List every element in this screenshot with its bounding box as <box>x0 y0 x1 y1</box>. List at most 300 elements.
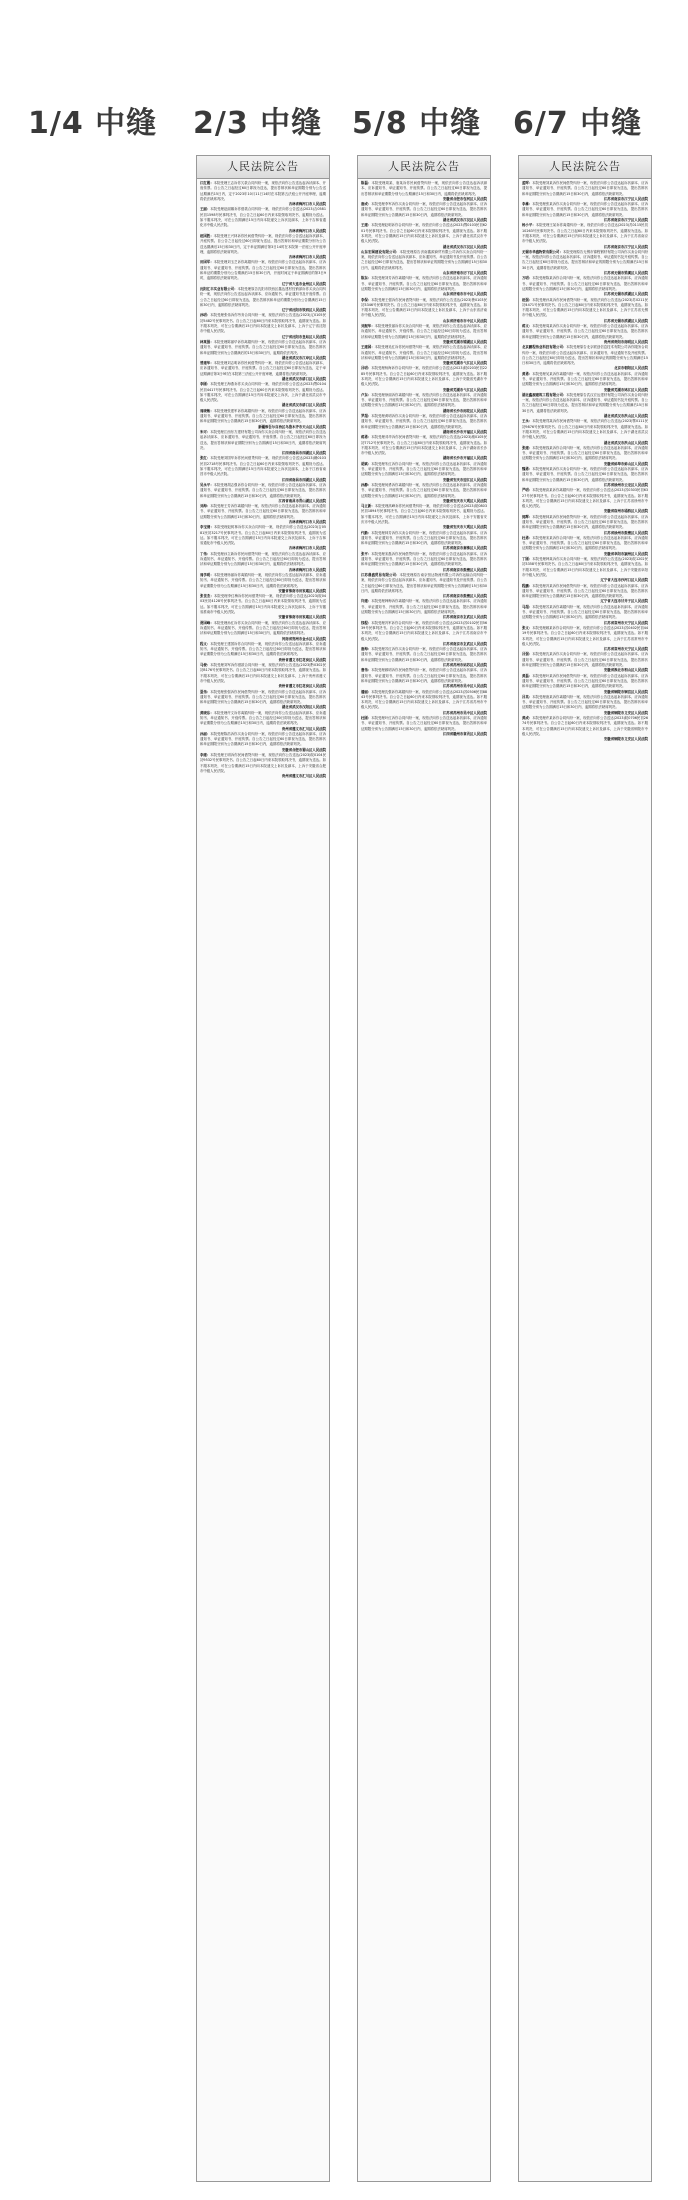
notice-party-name: 卢东 <box>361 392 368 397</box>
notice-court-name: 江苏省徐州市云龙区人民法院 <box>603 482 648 487</box>
notice-separator: ： <box>210 572 214 577</box>
notice-party-name: 郭辉 <box>522 514 529 519</box>
notice-court-name: 湖北省武汉市江岸区人民法院 <box>281 355 326 360</box>
notice-item <box>200 732 326 748</box>
notice-court-name: 湖南省长沙市开福区人民法院 <box>442 429 487 434</box>
notice-party-name: 张红 <box>200 456 207 461</box>
notice-text: 本院受理原告武汉宏达建材有限公司诉你买卖合同纠纷一案，现依法向你公告送达起诉状副本、应诉通知书、举证通知书及开庭传票。自公告之日起经过60日即视为送达，提出答辩状和举证的期限分别为公告期满后15日和30日内，逾期将依法缺席判决。 <box>522 392 649 413</box>
notice-separator: ： <box>367 297 372 302</box>
notice-item <box>522 515 648 531</box>
notice-party-name: 吕英 <box>522 694 529 699</box>
notice-item <box>361 599 487 615</box>
notice-court-name: 安徽省芜湖市弋江区人民法院 <box>442 387 487 392</box>
notice-court-name: 江苏省苏州市姑苏区人民法院 <box>442 663 487 668</box>
notice-column-body <box>197 179 329 2181</box>
notice-text: 本院受理刘某诉你民间借贷纠纷一案，现依法向你公告送达起诉状副本、应诉通知书、举证通知书、开庭传票。自公告之日起经过60日即视为送达，提出答辩状和举证期限分别为公告期满后15日和30日内，逾期将依法缺席判决。 <box>522 181 648 196</box>
notice-court-name: 江西省南昌市青山湖区人民法院 <box>278 498 326 503</box>
notice-item <box>522 695 648 711</box>
notice-court-name: 吉林省梅河口市人民法院 <box>288 567 326 572</box>
notice-court-name: 吉林省梅河口市人民法院 <box>288 520 326 524</box>
notice-item <box>522 716 648 737</box>
notice-court-name: 安徽省铜陵市义安区人民法院 <box>603 710 648 715</box>
column-title: 人民法院公告 <box>197 156 329 179</box>
notice-item <box>200 382 326 403</box>
notice-court-name: 江苏省无锡市滨湖区人民法院 <box>603 292 648 297</box>
notice-text: 本院受理唐某诉你离婚纠纷一案，现依法向你公告送达起诉状副本、应诉通知书、举证通知书、开庭传票。自公告之日起经过60日即视为送达，提出答辩状和举证期限分别为公告期满后15日和30日内，逾期将依法缺席判决。 <box>522 694 648 710</box>
notice-text: 本院受理徐丽诉你离婚纠纷一案，现依法向你公告送达起诉状副本、应诉通知书、举证通知书、开庭传票。自公告之日起经过60日即视为送达，提出答辩状和举证期限分别为公告期满后15日和30日内，逾期将依法缺席判决。 <box>361 392 487 408</box>
notice-text: 本院受理邓华诉你民间借贷纠纷一案，现依法向你公告送达(2023)湘0105民初7712号民事判决书。自公告之日起60日内来本院领取判决书，逾期视为送达。如不服本判决，可在公告期满后15日内向本院递交上诉状及副本，上诉于湖南省长沙市中级人民法院。 <box>361 435 487 456</box>
notice-court-name: 山东省济南市市中区人民法院 <box>442 318 487 323</box>
notice-party-name: 唐成 <box>361 202 368 207</box>
notice-text: 本院受理沈某诉你买卖合同纠纷一案，现依法向你公告送达起诉状副本、应诉通知书、举证通知书、开庭传票。自公告之日起经过60日即视为送达，提出答辩状和举证期限分别为公告期满后15日和30日内，逾期将依法缺席判决。 <box>522 652 648 668</box>
notice-court-name: 江苏省常州市天宁区人民法院 <box>603 620 648 625</box>
notice-column-5-8 <box>357 155 491 2182</box>
notice-separator: ： <box>367 530 372 535</box>
notice-text: 本院受理郑某诉你民间借贷纠纷一案，现依法向你公告送达(2023)鄂0111民初9876号民事判决书。自公告之日起60日内来本院领取判决书，逾期视为送达。如不服本判决，可在公告期满后15日内向本院递交上诉状及副本，上诉于湖北省武汉市中级人民法院。 <box>522 419 648 440</box>
notice-court-name: 安徽省芜湖市弋江区人民法院 <box>442 361 487 366</box>
notice-text: 本院受理陈浩诉你买卖合同纠纷一案，现依法向你公告送达起诉状副本、应诉通知书、举证通知书、开庭传票。自公告之日起经过60日即视为送达，提出答辩状和举证期限分别为公告期满后15日和30日内，逾期将依法缺席判决。 <box>200 731 326 747</box>
notice-separator: ： <box>528 181 533 185</box>
header-label-2-3: 2/3 中缝 <box>193 106 323 141</box>
notice-item <box>522 536 648 552</box>
notice-separator: ： <box>528 673 533 678</box>
notice-court-name: 贵州省贵阳市南明区人民法院 <box>603 339 648 344</box>
notice-party-name: 江红霞 <box>200 181 211 185</box>
notice-separator: ： <box>210 482 214 487</box>
notice-party-name: 罗超 <box>361 414 368 419</box>
notice-text: 本院受理冯某诉你民间借贷纠纷一案，现依法向你公告送达起诉状副本、应诉通知书、举证通知书、开庭传票。自公告之日起经过60日即视为送达，提出答辩状和举证期限分别为公告期满后15日和30日内，逾期将依法缺席判决。 <box>522 583 648 599</box>
notice-separator: ： <box>528 202 533 207</box>
notice-separator: ： <box>367 551 372 556</box>
notice-party-name: 黄勇 <box>522 371 529 376</box>
notice-party-name: 马超 <box>522 604 529 609</box>
notice-separator: ： <box>532 223 536 228</box>
notice-text: 本院受理杨丽诉你离婚纠纷一案，现依法向你公告送达起诉状副本、应诉通知书、举证通知书、开庭传票。自公告之日起经过60日即视为送达，提出答辩状和举证期限分别为公告期满后15日和30日内，逾期将依法缺席判决。 <box>200 572 326 588</box>
notice-separator: ： <box>528 514 533 519</box>
notice-party-name: 曾建华 <box>200 361 211 366</box>
notice-text: 本院受理何某诉你买卖合同纠纷一案，现依法向你公告送达起诉状副本、应诉通知书、举证通知书、开庭传票。自公告之日起经过60日即视为送达，提出答辩状和举证期限分别为公告期满后15日和30日内，逾期将依法缺席判决。 <box>522 467 648 482</box>
notice-court-name: 辽宁省大连市甘井子区人民法院 <box>600 599 648 604</box>
notice-party-name: 王建 <box>361 223 368 228</box>
notice-separator: ： <box>367 482 372 487</box>
notice-item <box>522 372 648 388</box>
notice-text: 本院受理叶红诉你合同纠纷一案，现依法向你公告送达起诉状副本、应诉通知书、举证通知书、开庭传票。自公告之日起经过60日即视为送达，提出答辩状和举证期限分别为公告期满后15日和30日内，逾期将依法缺席判决。 <box>361 715 487 731</box>
notice-separator: ： <box>528 694 533 699</box>
notice-court-name: 安徽省淮南市田家庵区人民法院 <box>278 588 326 593</box>
notice-item <box>361 250 487 271</box>
notice-separator: ： <box>528 371 533 376</box>
notice-item <box>200 313 326 334</box>
notice-separator: ： <box>210 710 214 715</box>
notice-item <box>200 621 326 637</box>
notice-column-body <box>519 179 651 2181</box>
notice-text: 本院受理林某诉你民间借贷纠纷一案，现依法向你公告送达起诉状副本、应诉通知书、举证通知书、开庭传票。自公告之日起经过60日即视为送达，提出答辩状和举证期限分别为公告期满后15日和30日内，逾期将依法缺席判决。 <box>522 514 648 530</box>
notice-item <box>200 690 326 706</box>
notice-text: 本院受理刘志明诉你民间借贷纠纷一案，现依法向你公告送达起诉状副本、应诉通知书、举证通知书、开庭传票。自公告之日起经过60日即视为送达，定于举证期满后第3日9时在本院第三法庭公开开庭审理，逾期将依法缺席判决。 <box>200 361 326 376</box>
notice-court-name: 吉林省梅河口市人民法院 <box>288 546 326 551</box>
notice-party-name: 胡斌 <box>361 461 368 466</box>
notice-item <box>361 414 487 430</box>
notice-party-name: 沈阳汇丰实业有限公司 <box>200 286 235 291</box>
notice-court-name: 安徽省阜阳市颍州区人民法院 <box>603 551 648 556</box>
notice-court-name: 新疆维吾尔自治区乌鲁木齐市天山区人民法院 <box>258 424 326 429</box>
notice-text: 本院受理原告沈阳市铁西区鑫达建材经销部诉你买卖合同纠纷一案，现依法向你公告送达起诉状副本、应诉通知书、举证通知书及开庭传票。自公告之日起经过60日即视为送达，提出答辩状和举证的期限分别为公告期满后15日和30日内，逾期将依法缺席判决。 <box>200 286 327 307</box>
notice-court-name: 安徽省芜湖市镜湖区人民法院 <box>442 339 487 344</box>
notice-party-name: 赵强 <box>522 297 529 302</box>
notice-court-name: 湖北省武汉市江汉区人民法院 <box>442 218 487 223</box>
notice-text: 本院受理顾明诉你民间借贷纠纷一案，现依法向你公告送达起诉状副本、应诉通知书、举证通知书、开庭传票。自公告之日起经过60日即视为送达，提出答辩状和举证期限分别为公告期满后15日和30日内，逾期将依法缺席判决。 <box>361 668 487 683</box>
notice-separator: ： <box>206 641 211 646</box>
notice-separator: ： <box>559 249 563 254</box>
notice-text: 本院受理赵丽娜诉你借款合同纠纷一案，现依法向你公告送达(2023)吉0581民初1598号民事判决书，自公告之日起60日内来本院领取判决书，逾期视为送达。如不服本判决，可在公告期满后15日内向本院递交上诉状及副本，上诉于吉林省通化市中级人民法院。 <box>200 207 326 228</box>
notice-court-name: 江西省南昌市西湖区人民法院 <box>281 477 326 482</box>
notice-text: 本院受理李军诉你买卖合同纠纷一案，现依法向你公告送达起诉状副本、应诉通知书、举证通知书、开庭传票。自公告之日起经过60日即视为送达，提出答辩状和举证期限分别为公告期满后15日和30日内，逾期将依法缺席判决。 <box>361 202 487 217</box>
notice-separator: ： <box>396 572 400 577</box>
notice-party-name: 周晓敏 <box>200 408 211 413</box>
notice-text: 本院受理黄明诉你买卖合同纠纷一案，现依法向你公告送达起诉状副本、应诉通知书、举证通知书、开庭传票。自公告之日起经过60日即视为送达，提出答辩状和举证期限分别为公告期满后15日和30日内，逾期将依法缺席判决。 <box>361 414 487 429</box>
notice-text: 本院受理张建军诉你离婚纠纷一案，现依法向你公告送达起诉状副本、应诉通知书、举证通知书、开庭传票。自公告之日起经过60日即视为送达，提出答辩状和举证期限分别为公告期满后15日和30日内，逾期将依法缺席判决。 <box>200 408 326 424</box>
notice-separator: ： <box>371 345 375 350</box>
notice-item <box>200 711 326 727</box>
notice-separator: ： <box>528 297 533 302</box>
notice-court-name: 湖南省长沙市雨花区人民法院 <box>442 408 487 413</box>
notice-item <box>522 324 648 340</box>
notice-text: 本院受理高峰诉你民间借贷纠纷一案，现依法向你公告送达(2023)皖0803民初1894号民事判决书。自公告之日起60日内来本院领取判决书，逾期视为送达。如不服本判决，可在公告期满后15日内向本院递交上诉状及副本，上诉于安徽省安庆市中级人民法院。 <box>361 504 487 524</box>
notice-court-name: 江苏省南京市玄武区人民法院 <box>442 641 487 646</box>
notice-item <box>200 340 326 356</box>
notice-item <box>522 467 648 483</box>
notice-text: 本院受理宋某诉你合同纠纷一案，现依法向你公告送达起诉状副本、应诉通知书、举证通知书、开庭传票。自公告之日起经过60日即视为送达，提出答辩状和举证期限分别为公告期满后15日和30日内，逾期将依法缺席判决。 <box>522 535 648 551</box>
notice-item <box>361 202 487 218</box>
notice-text: 本院受理刘军诉你借款合同纠纷一案，现依法向你公告送达(2023)黔0302民初8176号民事判决书。自公告之日起60日内来本院领取判决书，逾期视为送达。如不服本判决，可在公告期满后15日内向本院递交上诉状及副本，上诉于贵州省遵义市中级人民法院。 <box>200 663 326 683</box>
notice-separator: ： <box>206 731 211 736</box>
notice-court-name: 安徽省芜湖市鸠江区人民法院 <box>603 387 648 392</box>
notice-text: 本院受理冯军诉你合同纠纷一案，现依法向你公告送达(2023)苏0102民初5639号民事判决书。自公告之日起60日内来本院领取判决书，逾期视为送达。如不服本判决，可在公告期满后15日内向本院递交上诉状及副本，上诉于江苏省南京市中级人民法院。 <box>361 620 488 641</box>
notice-party-name: 江苏鼎盛贸易有限公司 <box>361 572 397 577</box>
notice-separator: ： <box>368 181 372 185</box>
notice-item <box>361 716 487 732</box>
notice-item <box>522 250 648 271</box>
notice-text: 本院受理刘国华诉你民间借贷纠纷一案，现依法向你公告送达(2023)赣0103民初2718号民事判决书。自公告之日起60日内来本院领取判决书，逾期视为送达。如不服本判决，可在公告期满后15日内向本院递交上诉状及副本，上诉于江西省南昌市中级人民法院。 <box>200 456 326 477</box>
notice-separator: ： <box>528 535 533 540</box>
notice-text: 本院受理苏某诉你离婚纠纷一案，现依法向你公告送达起诉状副本、应诉通知书、举证通知书、开庭传票。自公告之日起经过60日即视为送达，提出答辩状和举证期限分别为公告期满后15日和30日内，逾期将依法缺席判决。 <box>522 604 648 620</box>
notice-party-name: 代勤 <box>361 530 368 535</box>
notice-party-name: 陈磊 <box>361 181 369 185</box>
notice-text: 本院受理李红梅诉你民间借贷纠纷一案，现依法向你公告送达(2023)皖0403民初4128号民事判决书。自公告之日起60日内来本院领取判决书，逾期视为送达。如不服本判决，可在公告期满后15日内向本院递交上诉状及副本，上诉于安徽省淮南市中级人民法院。 <box>200 594 327 615</box>
notice-separator: ： <box>210 181 214 185</box>
notice-separator: ： <box>528 419 533 424</box>
column-title: 人民法院公告 <box>358 156 490 179</box>
notice-text: 本院受理江西东方建材有限公司诉你买卖合同纠纷一案，现依法向你公告送达起诉状副本、应诉通知书、举证通知书、开庭传票。自公告之日起经过60日即视为送达，提出答辩状和举证期限分别为公告期满后15日和30日内，逾期将依法缺席判决。 <box>200 429 326 450</box>
notice-text: 本院受理张伟诉你劳务合同纠纷一案，现依法向你公告送达(2023)辽0105民初5482号民事判决书。自公告之日起60日内来本院领取判决书，逾期视为送达。如不服本判决，可在公告期满后15日内向本院递交上诉状及副本，上诉于辽宁省沈阳市中级人民法院。 <box>200 313 326 334</box>
notice-party-name: 田国军 <box>200 260 211 265</box>
notice-party-name: 张平 <box>361 551 368 556</box>
notice-separator: ： <box>367 414 372 419</box>
notice-text: 本院受理王海燕诉你买卖合同纠纷一案，现依法向你公告送达(2023)鄂0104民初4417号民事判决书。自公告之日起60日内来本院领取判决书，逾期视为送达。如不服本判决，可在公告期满后15日内向本院递交上诉状，上诉于湖北省武汉市中级人民法院。 <box>200 382 326 403</box>
notice-separator: ： <box>210 594 214 599</box>
notice-court-name: 贵州省遵义市汇川区人民法院 <box>281 774 326 779</box>
notice-party-name: 周学明 <box>200 572 211 577</box>
notice-party-name: 夏伟 <box>200 689 207 694</box>
notice-separator: ： <box>367 392 372 397</box>
notice-separator: ： <box>367 647 372 652</box>
notice-text: 本院受理宋磊诉你民间借贷纠纷一案，现依法向你公告送达起诉状副本、应诉通知书、举证通知书、开庭传票。自公告之日起经过60日即视为送达，提出答辩状和举证期限分别为公告期满后15日和30日内，逾期将依法缺席判决。 <box>361 551 487 567</box>
notice-court-name: 山东省济南市市中区人民法院 <box>442 292 487 297</box>
notice-party-name: 林某强 <box>200 339 211 344</box>
notice-item <box>361 621 487 642</box>
notice-item <box>200 181 326 202</box>
notice-item <box>361 298 487 319</box>
notice-court-name: 河南省郑州市金水区人民法院 <box>281 636 326 641</box>
notice-item <box>361 504 487 525</box>
notice-separator: ： <box>206 207 211 212</box>
notice-court-name: 安徽省安庆市大观区人民法院 <box>442 525 487 530</box>
notice-item <box>522 345 648 366</box>
notice-party-name: 王丽 <box>200 207 207 212</box>
notice-item <box>522 181 648 197</box>
notice-text: 本院受理周某诉你买卖合同纠纷一案，现依法向你公告送达起诉状副本、应诉通知书、举证通知书、开庭传票。自公告之日起经过60日即视为送达，提出答辩状和举证期限分别为公告期满后15日和30日内，逾期将依法缺席判决。 <box>522 324 648 339</box>
notice-separator: ： <box>367 668 372 673</box>
notice-party-name: 吕明 <box>361 366 368 371</box>
notice-item <box>522 605 648 621</box>
column-title: 人民法院公告 <box>519 156 651 179</box>
notice-text: 本院受理朱红诉你合同纠纷一案，现依法向你公告送达起诉状副本、应诉通知书、举证通知书、开庭传票。自公告之日起经过60日即视为送达，提出答辩状和举证期限分别为公告期满后15日和30日内，逾期将依法缺席判决。 <box>361 461 487 477</box>
notice-party-name: 吕强 <box>522 652 529 657</box>
notice-text: 本院受理孙某诉你民间借贷纠纷一案，现依法向你公告送达(2023)苏0211民初4471号民事判决书。自公告之日起60日内来本院领取判决书，逾期视为送达。如不服本判决，可在公告期满后15日内向本院递交上诉状及副本，上诉于江苏省无锡市中级人民法院。 <box>522 297 648 318</box>
notice-item <box>522 223 648 244</box>
notice-item <box>522 276 648 292</box>
notice-item <box>200 361 326 377</box>
notice-separator: ： <box>367 276 372 281</box>
notice-court-name: 江苏省南京市江宁区人民法院 <box>603 218 648 223</box>
notice-item <box>522 626 648 647</box>
notice-separator: ： <box>528 467 533 472</box>
notice-item <box>361 573 487 594</box>
notice-text: 本院受理原告北京联创信息技术有限公司诉你服务合同纠纷一案，现依法向你公告送达起诉状副本、应诉通知书、举证通知书及开庭传票。自公告之日起经过60日即视为送达，提出答辩状和举证的期限分别为公告期满后15日和30日内，逾期将依法缺席判决。 <box>522 345 649 366</box>
notice-separator: ： <box>528 625 533 630</box>
notice-item <box>361 324 487 340</box>
notice-text: 本院受理何勇诉你离婚纠纷一案，现依法向你公告送达起诉状副本、应诉通知书、举证通知书、开庭传票。自公告之日起经过60日即视为送达，提出答辩状和举证期限分别为公告期满后15日和30日内，逾期将依法缺席判决。 <box>361 482 487 498</box>
notice-separator: ： <box>562 345 567 350</box>
notice-party-name: 山东宏图建设有限公司 <box>361 249 397 254</box>
notice-text: 本院受理赵树林诉你买卖合同纠纷一案，现依法向你公告送达(2023)吉0581民初3217号民事判决书。自公告之日起60日内来本院领取判决书，逾期视为送达。如不服本判决，可在公告期满后15日内向本院递交上诉状及副本，上诉于吉林省通化市中级人民法院。 <box>200 525 327 546</box>
notice-party-name: 潘丽 <box>361 689 368 694</box>
notice-separator: ： <box>206 689 211 694</box>
notice-separator: ： <box>234 286 238 291</box>
notice-party-name: 程鹏 <box>522 583 529 588</box>
notice-party-name: 刘海 <box>200 504 207 509</box>
notice-separator: ： <box>528 652 533 657</box>
notice-party-name: 李刚 <box>200 382 207 387</box>
notice-court-name: 山东省济南市历下区人民法院 <box>442 271 487 276</box>
notice-item <box>200 642 326 658</box>
notice-party-name: 李保 <box>361 297 368 302</box>
notice-separator: ： <box>210 260 214 265</box>
notice-item <box>200 409 326 425</box>
notice-court-name: 吉林省梅河口市人民法院 <box>288 255 326 260</box>
notice-separator: ： <box>206 429 211 434</box>
notice-text: 本院受理王明诉你民间借贷纠纷一案，现依法向你公告送达(2023)皖0104民初9532号民事判决书。自公告之日起60日内来本院领取判决书，逾期视为送达。如不服本判决，可在公告期满后15日内向本院递交上诉状及副本，上诉于安徽省合肥市中级人民法院。 <box>200 753 326 773</box>
notice-item <box>361 647 487 663</box>
notice-text: 本院受理韩梅诉你离婚纠纷一案，现依法向你公告送达起诉状副本、应诉通知书、举证通知书、开庭传票。自公告之日起经过60日即视为送达，提出答辩状和举证期限分别为公告期满后15日和30日内，逾期将依法缺席判决。 <box>361 599 487 615</box>
notice-party-name: 黄成 <box>522 715 529 720</box>
notice-item <box>361 435 487 456</box>
notice-item <box>200 525 326 546</box>
notice-text: 本院受理韩某诉你买卖合同纠纷一案，现依法向你公告送达(2023)皖1202民初3358号民事判决书。自公告之日起60日内来本院领取判决书，逾期视为送达。如不服本判决，可在公告期满后15日内向本院递交上诉状及副本，上诉于安徽省阜阳市中级人民法院。 <box>522 557 648 577</box>
notice-party-name: 陈东 <box>361 276 368 281</box>
notice-item <box>361 462 487 478</box>
notice-item <box>522 446 648 462</box>
notice-column-2-3 <box>196 155 330 2182</box>
notice-item <box>200 287 326 308</box>
notice-court-name: 江苏省苏州市吴中区人民法院 <box>442 710 487 715</box>
notice-separator: ： <box>210 361 214 366</box>
notice-party-name: 孙丽 <box>200 731 207 736</box>
notice-party-name: 李雄 <box>522 202 529 207</box>
notice-court-name: 安徽省安庆市迎江区人民法院 <box>442 477 487 482</box>
notice-party-name: 曹伟 <box>361 668 368 673</box>
notice-text: 本院受理原告南京恒达物流有限公司诉你运输合同纠纷一案，现依法向你公告送达起诉状副本、应诉通知书、举证通知书及开庭传票。自公告之日起经过60日即视为送达，提出答辩状和举证的期限分别为公告期满后15日和30日内，逾期将依法缺席判决。 <box>361 572 488 593</box>
notice-court-name: 辽宁省大连市金州区人民法院 <box>281 281 326 286</box>
notice-text: 本院受理孙红诉你买卖合同纠纷一案，现依法向你公告送达起诉状副本、应诉通知书、举证通知书、开庭传票。自公告之日起经过60日即视为送达，提出答辩状和举证期限分别为公告期满后15日和30日内，逾期将依法缺席判决。 <box>200 620 326 636</box>
notice-court-name: 湖北省武汉市汉阳区人民法院 <box>281 705 326 710</box>
notice-court-name: 江苏省南京市江宁区人民法院 <box>603 244 648 249</box>
notice-party-name: 唐海 <box>361 647 368 652</box>
notice-text: 本院受理胡志强诉你合同纠纷一案，现依法向你公告送达起诉状副本、应诉通知书、举证通知书、开庭传票。自公告之日起经过60日即视为送达，提出答辩状和举证期限分别为公告期满后15日和30日内，逾期将依法缺席判决。 <box>200 482 326 498</box>
notice-court-name: 辽宁省沈阳市铁西区人民法院 <box>281 308 326 313</box>
notice-separator: ： <box>367 689 372 694</box>
notice-separator: ： <box>210 233 214 238</box>
notice-party-name: 丁伟 <box>200 551 207 556</box>
notice-party-name: 刘振华 <box>361 324 372 329</box>
notice-party-name: 严明 <box>522 488 529 493</box>
notice-separator: ： <box>206 382 211 387</box>
notice-text: 本院受理高某诉你离婚纠纷一案，现依法向你公告送达(2023)苏0303民初6327号民事判决书。自公告之日起60日内来本院领取判决书，逾期视为送达。如不服本判决，可在公告期满后15日内向本院递交上诉状及副本，上诉于江苏省徐州市中级人民法院。 <box>522 488 649 509</box>
notice-item <box>200 594 326 615</box>
notice-court-name: 北京市朝阳区人民法院 <box>614 366 648 371</box>
notice-court-name: 湖北省武汉市洪山区人民法院 <box>603 414 648 419</box>
notice-item <box>361 690 487 711</box>
notice-court-name: 安徽省蚌埠市蚌山区人民法院 <box>603 461 648 466</box>
notice-court-name: 贵州省遵义市汇川区人民法院 <box>281 726 326 731</box>
notice-item <box>522 652 648 668</box>
notice-court-name: 江苏省南京市鼓楼区人民法院 <box>442 567 487 572</box>
notice-item <box>200 234 326 255</box>
notice-separator: ： <box>367 461 372 466</box>
notice-item <box>200 207 326 228</box>
notice-separator: ： <box>371 324 375 329</box>
notice-item <box>522 419 648 440</box>
notice-separator: ： <box>528 488 533 493</box>
notice-separator: ： <box>528 276 533 281</box>
notice-text: 本院受理王志诉你欠款合同纠纷一案，现依法向你公告送达起诉状副本、开庭传票。自公告之日起经过60日即视为送达，提出答辩状和举证期限分别为公告送达期满后15日内，定于2023年10月11日14时在本院第五法庭公开开庭审理，逾期将依法缺席判决。 <box>200 181 326 201</box>
notice-court-name: 吉林省梅河口市人民法院 <box>288 228 326 233</box>
notice-text: 本院受理林芳诉你买卖合同纠纷一案，现依法向你公告送达起诉状副本、应诉通知书、举证通知书、开庭传票。自公告之日起经过60日即视为送达，提出答辩状和举证期限分别为公告期满后15日和30日内，逾期将依法缺席判决。 <box>361 530 487 546</box>
notice-text: 本院受理张强诉你民间借贷纠纷一案，现依法向你公告送达起诉状副本、应诉通知书、举证通知书、开庭传票。自公告之日起经过60日即视为送达，提出答辩状和举证期限分别为公告期满后15日和30日内，逾期将依法缺席判决。 <box>200 689 326 705</box>
notice-text: 本院受理刘玉芝诉你离婚纠纷一案，现依法向你公告送达起诉状副本、应诉通知书、举证通知书、开庭传票。自公告之日起经过60日即视为送达，提出答辩状和举证的期限分别为公告期满后15日和30日内，开庭时间定于举证期满后的第3日9时，逾期将依法缺席判决。 <box>200 260 326 281</box>
notice-text: 本院受理王兴林诉你民间借贷纠纷一案，现依法向你公告送达起诉状副本、开庭传票。自公告之日起经过60日即视为送达，提出答辩状和举证期限分别为公告送达期满后15日和30日内，定于举证期满后第3日14时在本院第一法庭公开开庭审理，逾期将依法缺席判决。 <box>200 233 326 254</box>
notice-party-name: 杜刚 <box>361 715 368 720</box>
notice-party-name: 李建 <box>200 753 207 758</box>
notice-separator: ： <box>210 408 214 413</box>
notice-item <box>200 753 326 774</box>
notice-item <box>200 483 326 499</box>
notice-item <box>200 573 326 589</box>
notice-party-name: 程文 <box>200 641 207 646</box>
notice-party-name: 吴永平 <box>200 482 211 487</box>
notice-separator: ： <box>206 551 211 556</box>
notice-item <box>361 276 487 292</box>
notice-party-name: 王永 <box>522 419 529 424</box>
notice-separator: ： <box>206 753 211 758</box>
notice-party-name: 赵国胜 <box>200 233 211 238</box>
notice-text: 本院受理陈某诉你合同纠纷一案，现依法向你公告送达起诉状副本、应诉通知书、举证通知书、开庭传票。自公告之日起经过60日即视为送达，提出答辩状和举证期限分别为公告期满后15日和30日内，逾期将依法缺席判决。 <box>522 276 648 291</box>
notice-item <box>361 483 487 499</box>
notice-item <box>361 393 487 409</box>
notice-text: 本院受理张丽诉你买卖合同纠纷一案，现依法向你公告送达起诉状副本、应诉通知书、举证通知书、开庭传票。自公告之日起经过60日即视为送达，提出答辩状和举证期限分别为公告期满后15日和30日内，逾期将依法缺席判决。 <box>361 324 487 339</box>
notice-court-name: 江苏省南京市鼓楼区人民法院 <box>442 594 487 599</box>
header-label-1-4: 1/4 中缝 <box>28 106 158 141</box>
notice-court-name: 安徽省铜陵市义安区人民法院 <box>603 737 648 742</box>
notice-separator: ： <box>206 313 211 318</box>
notice-text: 本院受理钱某诉你合同纠纷一案，现依法向你公告送达起诉状副本、应诉通知书、举证通知书、开庭传票。自公告之日起经过60日即视为送达，提出答辩状和举证期限分别为公告期满后15日和30日内，逾期将依法缺席判决。 <box>522 445 648 461</box>
notice-item <box>361 181 487 197</box>
notice-item <box>522 488 648 509</box>
notice-party-name: 万明 <box>522 276 529 281</box>
notice-court-name: 安徽省合肥市蜀山区人民法院 <box>281 747 326 752</box>
notice-item <box>200 456 326 477</box>
notice-separator: ： <box>367 202 372 207</box>
notice-item <box>522 584 648 600</box>
notice-court-name: 安徽省宿州市埇桥区人民法院 <box>603 509 648 514</box>
notice-text: 本院受理苏红诉你买卖合同纠纷一案，现依法向你公告送达起诉状副本、应诉通知书、举证通知书、开庭传票。自公告之日起经过60日即视为送达，提出答辩状和举证期限分别为公告期满后15日和30日内，逾期将依法缺席判决。 <box>361 647 487 662</box>
notice-text: 本院受理张某诉你买卖合同纠纷一案，现依法向你公告送达起诉状副本、应诉通知书、举证通知书、开庭传票。自公告之日起经过60日即视为送达，提出答辩状和举证期限分别为公告期满后15日和30日内，逾期将依法缺席判决。 <box>522 202 648 217</box>
notice-separator: ： <box>528 445 533 450</box>
notice-party-name: 孙静 <box>361 482 368 487</box>
notice-court-name: 辽宁省大连市沙河口区人民法院 <box>600 578 648 583</box>
notice-party-name: 钱程 <box>361 620 368 625</box>
notice-item <box>361 531 487 547</box>
notice-court-name: 安徽省安庆市大观区人民法院 <box>442 498 487 503</box>
notice-separator: ： <box>528 557 533 562</box>
notice-separator: ： <box>562 392 567 397</box>
notice-separator: ： <box>367 620 372 625</box>
notice-text: 本院受理叶某诉你民间借贷纠纷一案，现依法向你公告送达起诉状副本、应诉通知书、举证通知书、开庭传票。自公告之日起经过60日即视为送达，提出答辩状和举证期限分别为公告期满后15日和30日内，逾期将依法缺席判决。 <box>522 673 648 689</box>
notice-item <box>522 393 648 414</box>
notice-party-name: 杨小平 <box>522 223 533 228</box>
notice-item <box>361 345 487 361</box>
notice-separator: ： <box>528 324 533 329</box>
notice-item <box>361 668 487 684</box>
notice-court-name: 辽宁省沈阳市皇姑区人民法院 <box>281 334 326 339</box>
notice-party-name: 马俊 <box>200 663 207 668</box>
notice-court-name: 贵州省遵义市红花岗区人民法院 <box>278 684 326 689</box>
notice-party-name: 马立新 <box>361 504 372 509</box>
notice-separator: ： <box>210 620 214 625</box>
notice-court-name: 安徽省铜陵市铜官区人民法院 <box>603 689 648 694</box>
notice-party-name: 张世杰 <box>200 594 211 599</box>
notice-column-body <box>358 179 490 2181</box>
notice-text: 本院受理王芳诉你离婚纠纷一案，现依法向你公告送达起诉状副本、应诉通知书、举证通知书、开庭传票。自公告之日起经过60日即视为送达，提出答辩状和举证期限分别为公告期满后15日和30日内，逾期将依法缺席判决。 <box>200 504 326 519</box>
notice-party-name: 贾国峰 <box>200 620 211 625</box>
notice-text: 本院受理杨海诉你合同纠纷一案，现依法向你公告送达(2023)皖0203民初2285号民事判决书。自公告之日起60日内来本院领取判决书，逾期视为送达。如不服本判决，可在公告期满后15日内向本院递交上诉状及副本，上诉于安徽省芜湖市中级人民法院。 <box>361 366 488 387</box>
notice-item <box>522 674 648 690</box>
notice-separator: ： <box>367 366 372 371</box>
notice-text: 本院受理沈强诉你离婚纠纷一案，现依法向你公告送达(2023)苏0506民初8843号民事判决书。自公告之日起60日内来本院领取判决书，逾期视为送达。如不服本判决，可在公告期满后15日内向本院递交上诉状及副本，上诉于江苏省苏州市中级人民法院。 <box>361 689 488 710</box>
notice-party-name: 黄晓东 <box>200 710 211 715</box>
notice-text: 本院受理原告济南鑫源商贸有限公司诉你买卖合同纠纷一案，现依法向你公告送达起诉状副本、应诉通知书、举证通知书及开庭传票。自公告之日起经过60日即视为送达，提出答辩状和举证的期限分别为公告期满后15日和30日内，逾期将依法缺席判决。 <box>361 249 488 270</box>
notice-separator: ： <box>371 504 375 509</box>
